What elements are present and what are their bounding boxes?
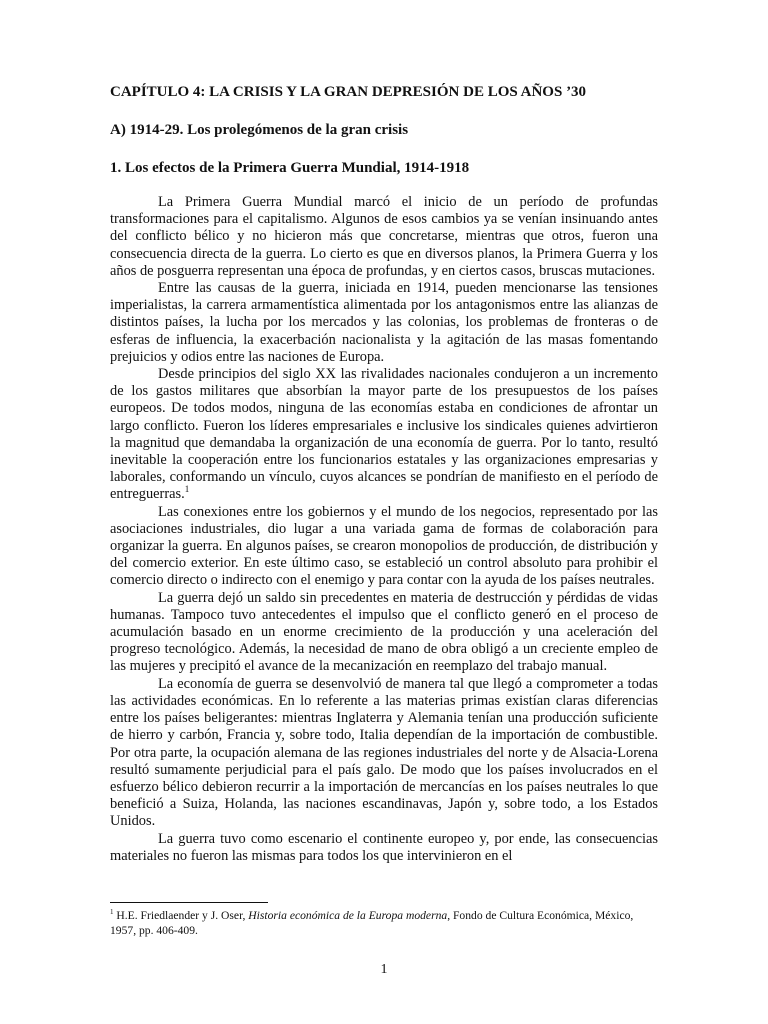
- paragraph-3: [110, 366, 658, 504]
- paragraph-2: Entre las causas de la guerra, iniciada en 1914, pueden mencionarse las tensiones imperialistas, la carrera armamentística alimentada por los antagonismos entre las alianzas de distintos países, la lucha por los mercados y las colonias, los problemas de fronteras o de esferas de influencia, la exacerbación nacionalista y la agitación de las masas fomentando prejuicios y odios entre las naciones de Europa.: [110, 280, 658, 365]
- paragraph-3-text: Desde principios del siglo XX las rivalidades nacionales condujeron a un incremento de los gastos militares que absorbían la mayor parte de los presupuestos de los países europeos. De todos modos, ninguna de las economías estaba en condiciones de afrontar un largo conflicto. Fueron los líderes empresariales e inclusive los sindicales quienes advirtieron la magnitud que demandaba la organización de una economía de guerra. Por lo tanto, resultó inevitable la cooperación entre los funcionarios estatales y las organizaciones empresarias y laborales, conformando un vínculo, cuyos alcances se pondrían de manifiesto en el período de entreguerras.: [110, 366, 658, 503]
- document-page: [110, 82, 658, 865]
- footnote: [110, 908, 658, 938]
- footnote-reference[interactable]: 1: [184, 484, 190, 495]
- subsection-title: 1. Los efectos de la Primera Guerra Mundial, 1914-1918: [110, 160, 470, 176]
- section-title: A) 1914-29. Los prolegómenos de la gran crisis: [110, 122, 409, 138]
- paragraph-1: La Primera Guerra Mundial marcó el inicio de un período de profundas transformaciones para el capitalismo. Algunos de esos cambios ya se venían insinuando antes del conflicto bélico y no hicieron más que concretarse, mientras que otros, fueron una consecuencia directa de la guerra. Lo cierto es que en diversos planos, la Primera Guerra y los años de posguerra representan una época de profundas, y en ciertos casos, bruscas mutaciones.: [110, 194, 658, 279]
- footnote-authors: H.E. Friedlaender y J. Oser,: [116, 909, 249, 922]
- footnote-divider: [110, 902, 268, 903]
- paragraph-7: La guerra tuvo como escenario el continente europeo y, por ende, las consecuencias materiales no fueron las mismas para todos los que intervinieron en el: [110, 830, 658, 864]
- chapter-title: CAPÍTULO 4: LA CRISIS Y LA GRAN DEPRESIÓN DE LOS AÑOS ’30: [110, 84, 587, 100]
- paragraph-5: La guerra dejó un saldo sin precedentes en materia de destrucción y pérdidas de vidas humanas. Tampoco tuvo antecedentes el impulso que el conflicto generó en el proceso de acumulación basado en un enorme crecimiento de la producción y una aceleración del progreso tecnológico. Además, la necesidad de mano de obra obligó a un creciente empleo de las mujeres y precipitó el avance de la mecanización en reemplazo del trabajo manual.: [110, 589, 658, 675]
- footnote-marker: 1: [110, 908, 114, 917]
- paragraph-4: Las conexiones entre los gobiernos y el mundo de los negocios, representado por las asociaciones industriales, dio lugar a una variada gama de formas de colaboración para organizar la guerra. En algunos países, se crearon monopolios de producción, de distribución y del comercio exterior. En este último caso, se estableció un control absoluto para prohibir el comercio directo o indirecto con el enemigo y para contar con la ayuda de los países neutrales.: [110, 503, 658, 589]
- body-text: [110, 194, 658, 865]
- page-number: 1: [380, 962, 388, 977]
- paragraph-6: La economía de guerra se desenvolvió de manera tal que llegó a comprometer a todas las actividades económicas. En lo referente a las materias primas existían claras diferencias entre los países beligerantes: mientras Inglaterra y Alemania tenían una producción suficiente de hierro y carbón, Francia y, sobre todo, Italia dependían de la importación de combustible. Por otra parte, la ocupación alemana de las regiones industriales del norte y de Alsacia-Lorena resultó sumamente perjudicial para el país galo. De modo que los países involucrados en el esfuerzo bélico debieron recurrir a la importación de mercancías en los países neutrales lo que benefició a Suiza, Holanda, las naciones escandinavas, Japón y, sobre todo, a los Estados Unidos.: [110, 675, 658, 830]
- footnote-publisher: , Fondo de Cultura Económica, México, 1957, pp. 406-409.: [110, 909, 634, 937]
- footnote-book-title: Historia económica de la Europa moderna: [248, 909, 448, 922]
